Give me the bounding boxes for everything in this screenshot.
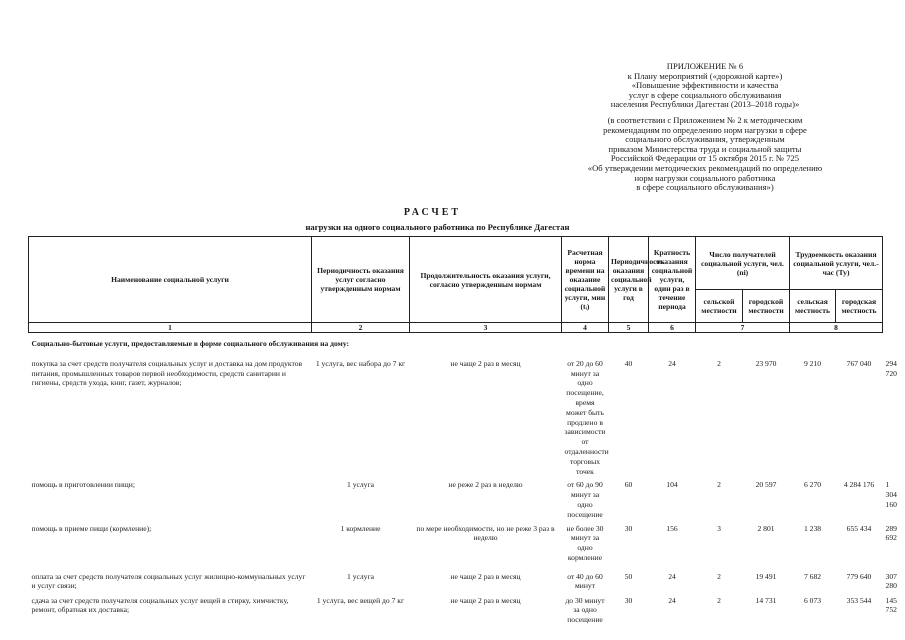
- appendix-note-line: (в соответствии с Приложением № 2 к методическим: [607, 114, 803, 125]
- time-norm: 60: [624, 480, 633, 490]
- recipients-rural: 20 597: [755, 480, 777, 490]
- service-duration: от 20 до 60 минут за одно посещение, время может быть продлено в зависимости от отдаленности торговых точек: [564, 358, 609, 476]
- service-duration: не более 30 минут за одно кормление: [566, 523, 604, 562]
- appendix-line: к Плану мероприятий («дорожной карте»): [627, 70, 783, 81]
- service-unit: 1 услуга: [347, 571, 374, 581]
- multiplicity: 2: [717, 358, 721, 368]
- table-row: помощь в приготовлении пищи; 1 услуга не реже 2 раз в неделю от 60 до 90 минут за одно посещение 60 104 2 20 597 6 270 4 284 176 1 304 160: [29, 478, 883, 521]
- per-year: 24: [668, 358, 676, 368]
- table-row: покупка за счет средств получателя социальных услуг и доставка на дом продуктов питания, промышленных товаров первой необходимости, средств санитарии и гигиены, средств ухода, книг, газет, журналов; 1 услуга, вес набора до 7 кг не чаще 2 раз в месяц от 20 до 60 минут за одно посещение, время может быть продлено в зависимости от отдаленности торговых точек 40 24 2 23 970 9 210 767 040 294 720: [29, 357, 883, 479]
- header-recipients-rural: сельской местности: [696, 290, 743, 323]
- column-number: 7: [696, 323, 790, 333]
- recipients-rural: 14 731: [755, 595, 777, 605]
- labor-rural: 353 544: [846, 595, 872, 605]
- header-recipients-urban: городской местности: [743, 290, 790, 323]
- service-period: не чаще 2 раз в месяц: [450, 358, 521, 368]
- header-labor: Трудоемкость оказания социальной услуги, чел.-час (Ту): [790, 237, 883, 290]
- column-number: 4: [562, 323, 609, 333]
- time-norm: 50: [624, 571, 633, 581]
- header-labor-urban: городская местность: [836, 290, 883, 323]
- appendix-note-line: приказом Министерства труда и социальной защиты: [608, 143, 802, 154]
- table-row: сдача за счет средств получателя социальных услуг вещей в стирку, химчистку, ремонт, обратная их доставка; 1 услуга, вес вещей до 7 кг не чаще 2 раз в месяц до 30 минут за одно посещение 30 24 2 14 731 6 073 353 544 145 752: [29, 594, 883, 630]
- service-period: не чаще 2 раз в месяц: [450, 595, 521, 605]
- recipients-rural: 19 491: [755, 571, 777, 581]
- service-unit: 1 услуга: [347, 480, 374, 490]
- service-period: не реже 2 раз в неделю: [448, 480, 523, 490]
- recipients-urban: 6 073: [803, 595, 822, 605]
- appendix-note-line: социального обслуживания, утвержденным: [625, 134, 785, 145]
- multiplicity: 2: [717, 480, 721, 490]
- service-name: оплата за счет средств получателя социальных услуг жилищно-коммунальных услуг и услуг связи;: [31, 571, 306, 591]
- service-unit: 1 услуга, вес вещей до 7 кг: [316, 595, 405, 605]
- document-title: РАСЧЕТ: [403, 207, 462, 218]
- recipients-urban: 6 270: [803, 480, 822, 490]
- header-multiplicity: Кратность оказания социальной услуги, один раз в течение периода: [649, 237, 696, 323]
- service-unit: 1 кормление: [340, 523, 381, 533]
- column-number: 6: [649, 323, 696, 333]
- service-name: помощь в приеме пищи (кормление);: [31, 523, 152, 533]
- table-row: помощь в приеме пищи (кормление); 1 кормление по мере необходимости, но не реже 3 раз в неделю не более 30 минут за одно кормление 30 156 3 2 801 1 238 655 434 289 692: [29, 522, 883, 570]
- appendix-note-line: Российской Федерации от 15 октября 2015 г. № 725: [610, 153, 800, 164]
- appendix-line: «Повышение эффективности и качества: [631, 80, 779, 91]
- service-unit: 1 услуга, вес набора до 7 кг: [315, 358, 406, 368]
- header-per-year: Периодичность оказания социальной услуги в год: [609, 237, 649, 323]
- column-number: 5: [609, 323, 649, 333]
- document-title-block: [0, 207, 905, 232]
- appendix-note-line: норм нагрузки социального работника: [634, 172, 776, 183]
- table-row: оплата за счет средств получателя социальных услуг жилищно-коммунальных услуг и услуг связи; 1 услуга не чаще 2 раз в месяц от 40 до 60 минут 50 24 2 19 491 7 682 779 640 307 280: [29, 570, 883, 594]
- header-recipients: Число получателей социальной услуги, чел. (ni): [696, 237, 790, 290]
- header-service-name: Наименование социальной услуги: [29, 237, 312, 323]
- multiplicity: 3: [717, 523, 721, 533]
- appendix-note-line: в сфере социального обслуживания»): [636, 182, 774, 193]
- service-duration: от 60 до 90 минут за одно посещение: [567, 480, 603, 519]
- appendix-line: услуг в сфере социального обслуживания: [628, 89, 782, 100]
- service-period: не чаще 2 раз в месяц: [450, 571, 521, 581]
- multiplicity: 2: [717, 571, 721, 581]
- column-number: 1: [29, 323, 312, 333]
- service-duration: от 40 до 60 минут: [567, 571, 603, 591]
- labor-rural: 779 640: [846, 571, 872, 581]
- column-number: 8: [790, 323, 883, 333]
- header-periodicity: Периодичность оказания услуг согласно утвержденным нормам: [312, 237, 410, 323]
- time-norm: 30: [624, 595, 633, 605]
- calculation-table: [28, 236, 897, 630]
- service-period: по мере необходимости, но не реже 3 раз в неделю: [416, 523, 555, 543]
- service-name: сдача за счет средств получателя социальных услуг вещей в стирку, химчистку, ремонт, обратная их доставка;: [31, 595, 289, 615]
- section-title: Социально-бытовые услуги, предоставляемые в форме социального обслуживания на дому:: [31, 339, 350, 348]
- recipients-urban: 1 238: [803, 523, 822, 533]
- appendix-line: населения Республики Дагестан (2013–2018 годы)»: [610, 99, 800, 110]
- labor-rural: 4 284 176: [843, 480, 875, 490]
- labor-rural: 655 434: [846, 523, 872, 533]
- recipients-urban: 9 210: [803, 358, 822, 368]
- column-number: 3: [410, 323, 562, 333]
- service-name: помощь в приготовлении пищи;: [31, 480, 135, 490]
- header-time-norm: Расчетная норма времени на оказание социальной услуги, мин (tᵢ): [562, 237, 609, 323]
- time-norm: 40: [624, 358, 633, 368]
- recipients-rural: 2 801: [757, 523, 775, 533]
- appendix-line: ПРИЛОЖЕНИЕ № 6: [666, 61, 744, 71]
- service-name: покупка за счет средств получателя социальных услуг и доставка на дом продуктов питания, промышленных товаров первой необходимости, средств санитарии и гигиены, средств ухода, книг, газет, журналов;: [31, 358, 303, 388]
- time-norm: 30: [624, 523, 633, 533]
- multiplicity: 2: [717, 595, 721, 605]
- labor-rural: 767 040: [846, 358, 872, 368]
- per-year: 24: [668, 571, 676, 581]
- header-duration: Продолжительность оказания услуги, согласно утвержденным нормам: [410, 237, 562, 323]
- recipients-urban: 7 682: [803, 571, 822, 581]
- column-number: 2: [312, 323, 410, 333]
- recipients-rural: 23 970: [755, 358, 777, 368]
- appendix-block: [560, 62, 850, 193]
- per-year: 24: [668, 595, 676, 605]
- service-duration: до 30 минут за одно посещение: [565, 595, 605, 625]
- appendix-note-line: рекомендациям по определению норм нагрузки в сфере: [603, 124, 807, 135]
- appendix-note-line: «Об утверждении методических рекомендаций по определению: [587, 162, 823, 173]
- header-labor-rural: сельская местность: [790, 290, 836, 323]
- per-year: 156: [666, 523, 678, 533]
- document-subtitle: нагрузки на одного социального работника по Республике Дагестан: [305, 222, 570, 232]
- per-year: 104: [666, 480, 678, 490]
